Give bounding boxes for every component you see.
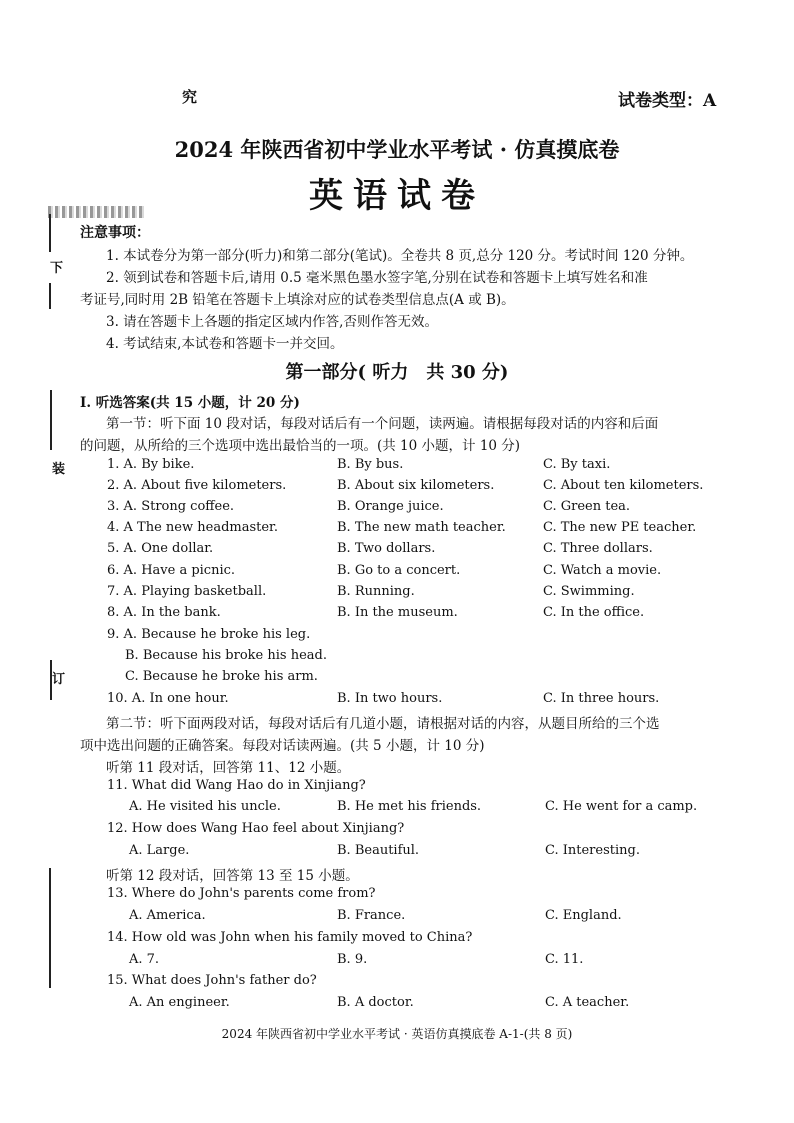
q7-option-b: B. Running.: [337, 584, 415, 599]
notice-item-2-cont: 考证号,同时用 2B 铅笔在答题卡上填涂对应的试卷类型信息点(A 或 B)。: [80, 292, 515, 308]
q13-option-b: B. France.: [337, 908, 406, 923]
corner-text-left: 究: [182, 88, 198, 106]
q15-option-b: B. A doctor.: [337, 995, 414, 1010]
notice-item-3: 3. 请在答题卡上各题的指定区域内作答,否则作答无效。: [106, 314, 438, 330]
paper-type-label: 试卷类型：A: [618, 91, 717, 111]
binding-line: [49, 868, 51, 988]
q6-option-a: 6. A. Have a picnic.: [107, 563, 236, 578]
q14-option-b: B. 9.: [337, 952, 368, 967]
q6-option-b: B. Go to a concert.: [337, 563, 461, 578]
q2-option-b: B. About six kilometers.: [337, 478, 495, 493]
q4-option-b: B. The new math teacher.: [337, 520, 506, 535]
q1-option-a: 1. A. By bike.: [107, 457, 195, 472]
page-footer: 2024 年陕西省初中学业水平考试 · 英语仿真摸底卷 A-1-(共 8 页): [221, 1027, 573, 1041]
q8-option-a: 8. A. In the bank.: [107, 605, 221, 620]
notice-item-1: 1. 本试卷分为第一部分(听力)和第二部分(笔试)。全卷共 8 页,总分 120 分。考试时间 120 分钟。: [106, 248, 694, 264]
q15-stem: 15. What does John's father do?: [107, 973, 317, 988]
q13-option-a: A. America.: [129, 908, 206, 923]
dialog12-instruction: 听第 12 段对话，回答第 13 至 15 小题。: [106, 868, 359, 884]
q2-option-a: 2. A. About five kilometers.: [107, 478, 287, 493]
q12-option-b: B. Beautiful.: [337, 843, 420, 858]
q12-option-a: A. Large.: [129, 843, 190, 858]
q10-option-a: 10. A. In one hour.: [107, 691, 229, 706]
q5-option-c: C. Three dollars.: [543, 541, 653, 556]
notice-item-2: 2. 领到试卷和答题卡后,请用 0.5 毫米黑色墨水签字笔,分别在试卷和答题卡上填写姓名和准: [106, 270, 648, 286]
q15-option-a: A. An engineer.: [129, 995, 230, 1010]
q11-option-b: B. He met his friends.: [337, 799, 482, 814]
q9-option-a: 9. A. Because he broke his leg.: [107, 627, 311, 642]
q3-option-b: B. Orange juice.: [337, 499, 444, 514]
q10-option-b: B. In two hours.: [337, 691, 443, 706]
sub2-instruction-line1: 第二节：听下面两段对话，每段对话后有几道小题，请根据对话的内容，从题目所给的三个选: [106, 716, 660, 732]
q2-option-c: C. About ten kilometers.: [543, 478, 704, 493]
subject-title: 英语试卷: [309, 176, 485, 216]
q4-option-a: 4. A The new headmaster.: [107, 520, 278, 535]
q3-option-c: C. Green tea.: [543, 499, 631, 514]
q7-option-a: 7. A. Playing basketball.: [107, 584, 267, 599]
binding-line: [49, 214, 51, 252]
exam-title: 2024 年陕西省初中学业水平考试 · 仿真摸底卷: [174, 137, 620, 162]
sub1-instruction-line1: 第一节：听下面 10 段对话，每段对话后有一个问题，读两遍。请根据每段对话的内容和后面: [106, 416, 659, 432]
section-title: 第一部分( 听力 共 30 分): [285, 362, 509, 383]
q11-stem: 11. What did Wang Hao do in Xinjiang?: [107, 778, 366, 793]
q9-option-c: C. Because he broke his arm.: [125, 669, 318, 684]
q10-option-c: C. In three hours.: [543, 691, 660, 706]
dialog11-instruction: 听第 11 段对话，回答第 11、12 小题。: [106, 760, 351, 776]
q14-stem: 14. How old was John when his family moved to China?: [107, 930, 473, 945]
q11-option-a: A. He visited his uncle.: [129, 799, 281, 814]
margin-mark-zhuang: 装: [52, 462, 66, 477]
q13-option-c: C. England.: [545, 908, 622, 923]
q8-option-c: C. In the office.: [543, 605, 645, 620]
binding-line: [50, 390, 52, 450]
q12-stem: 12. How does Wang Hao feel about Xinjiang?: [107, 821, 405, 836]
margin-mark-ding: 订: [52, 672, 66, 687]
q13-stem: 13. Where do John's parents come from?: [107, 886, 376, 901]
q12-option-c: C. Interesting.: [545, 843, 640, 858]
q3-option-a: 3. A. Strong coffee.: [107, 499, 235, 514]
sub2-instruction-line2: 项中选出问题的正确答案。每段对话读两遍。(共 5 小题，计 10 分): [80, 738, 485, 754]
q4-option-c: C. The new PE teacher.: [543, 520, 697, 535]
q5-option-a: 5. A. One dollar.: [107, 541, 214, 556]
q14-option-a: A. 7.: [129, 952, 160, 967]
part1-heading: Ⅰ. 听选答案(共 15 小题，计 20 分): [80, 395, 300, 411]
binding-line: [49, 283, 51, 309]
q6-option-c: C. Watch a movie.: [543, 563, 662, 578]
q1-option-b: B. By bus.: [337, 457, 404, 472]
q5-option-b: B. Two dollars.: [337, 541, 436, 556]
q11-option-c: C. He went for a camp.: [545, 799, 698, 814]
notice-heading: 注意事项：: [80, 225, 150, 241]
q1-option-c: C. By taxi.: [543, 457, 611, 472]
q7-option-c: C. Swimming.: [543, 584, 635, 599]
q15-option-c: C. A teacher.: [545, 995, 630, 1010]
q9-option-b: B. Because his broke his head.: [125, 648, 327, 663]
sub1-instruction-line2: 的问题，从所给的三个选项中选出最恰当的一项。(共 10 小题，计 10 分): [80, 438, 521, 454]
q8-option-b: B. In the museum.: [337, 605, 458, 620]
q14-option-c: C. 11.: [545, 952, 584, 967]
notice-item-4: 4. 考试结束,本试卷和答题卡一并交回。: [106, 336, 344, 352]
margin-mark-xia: 下: [50, 261, 64, 276]
